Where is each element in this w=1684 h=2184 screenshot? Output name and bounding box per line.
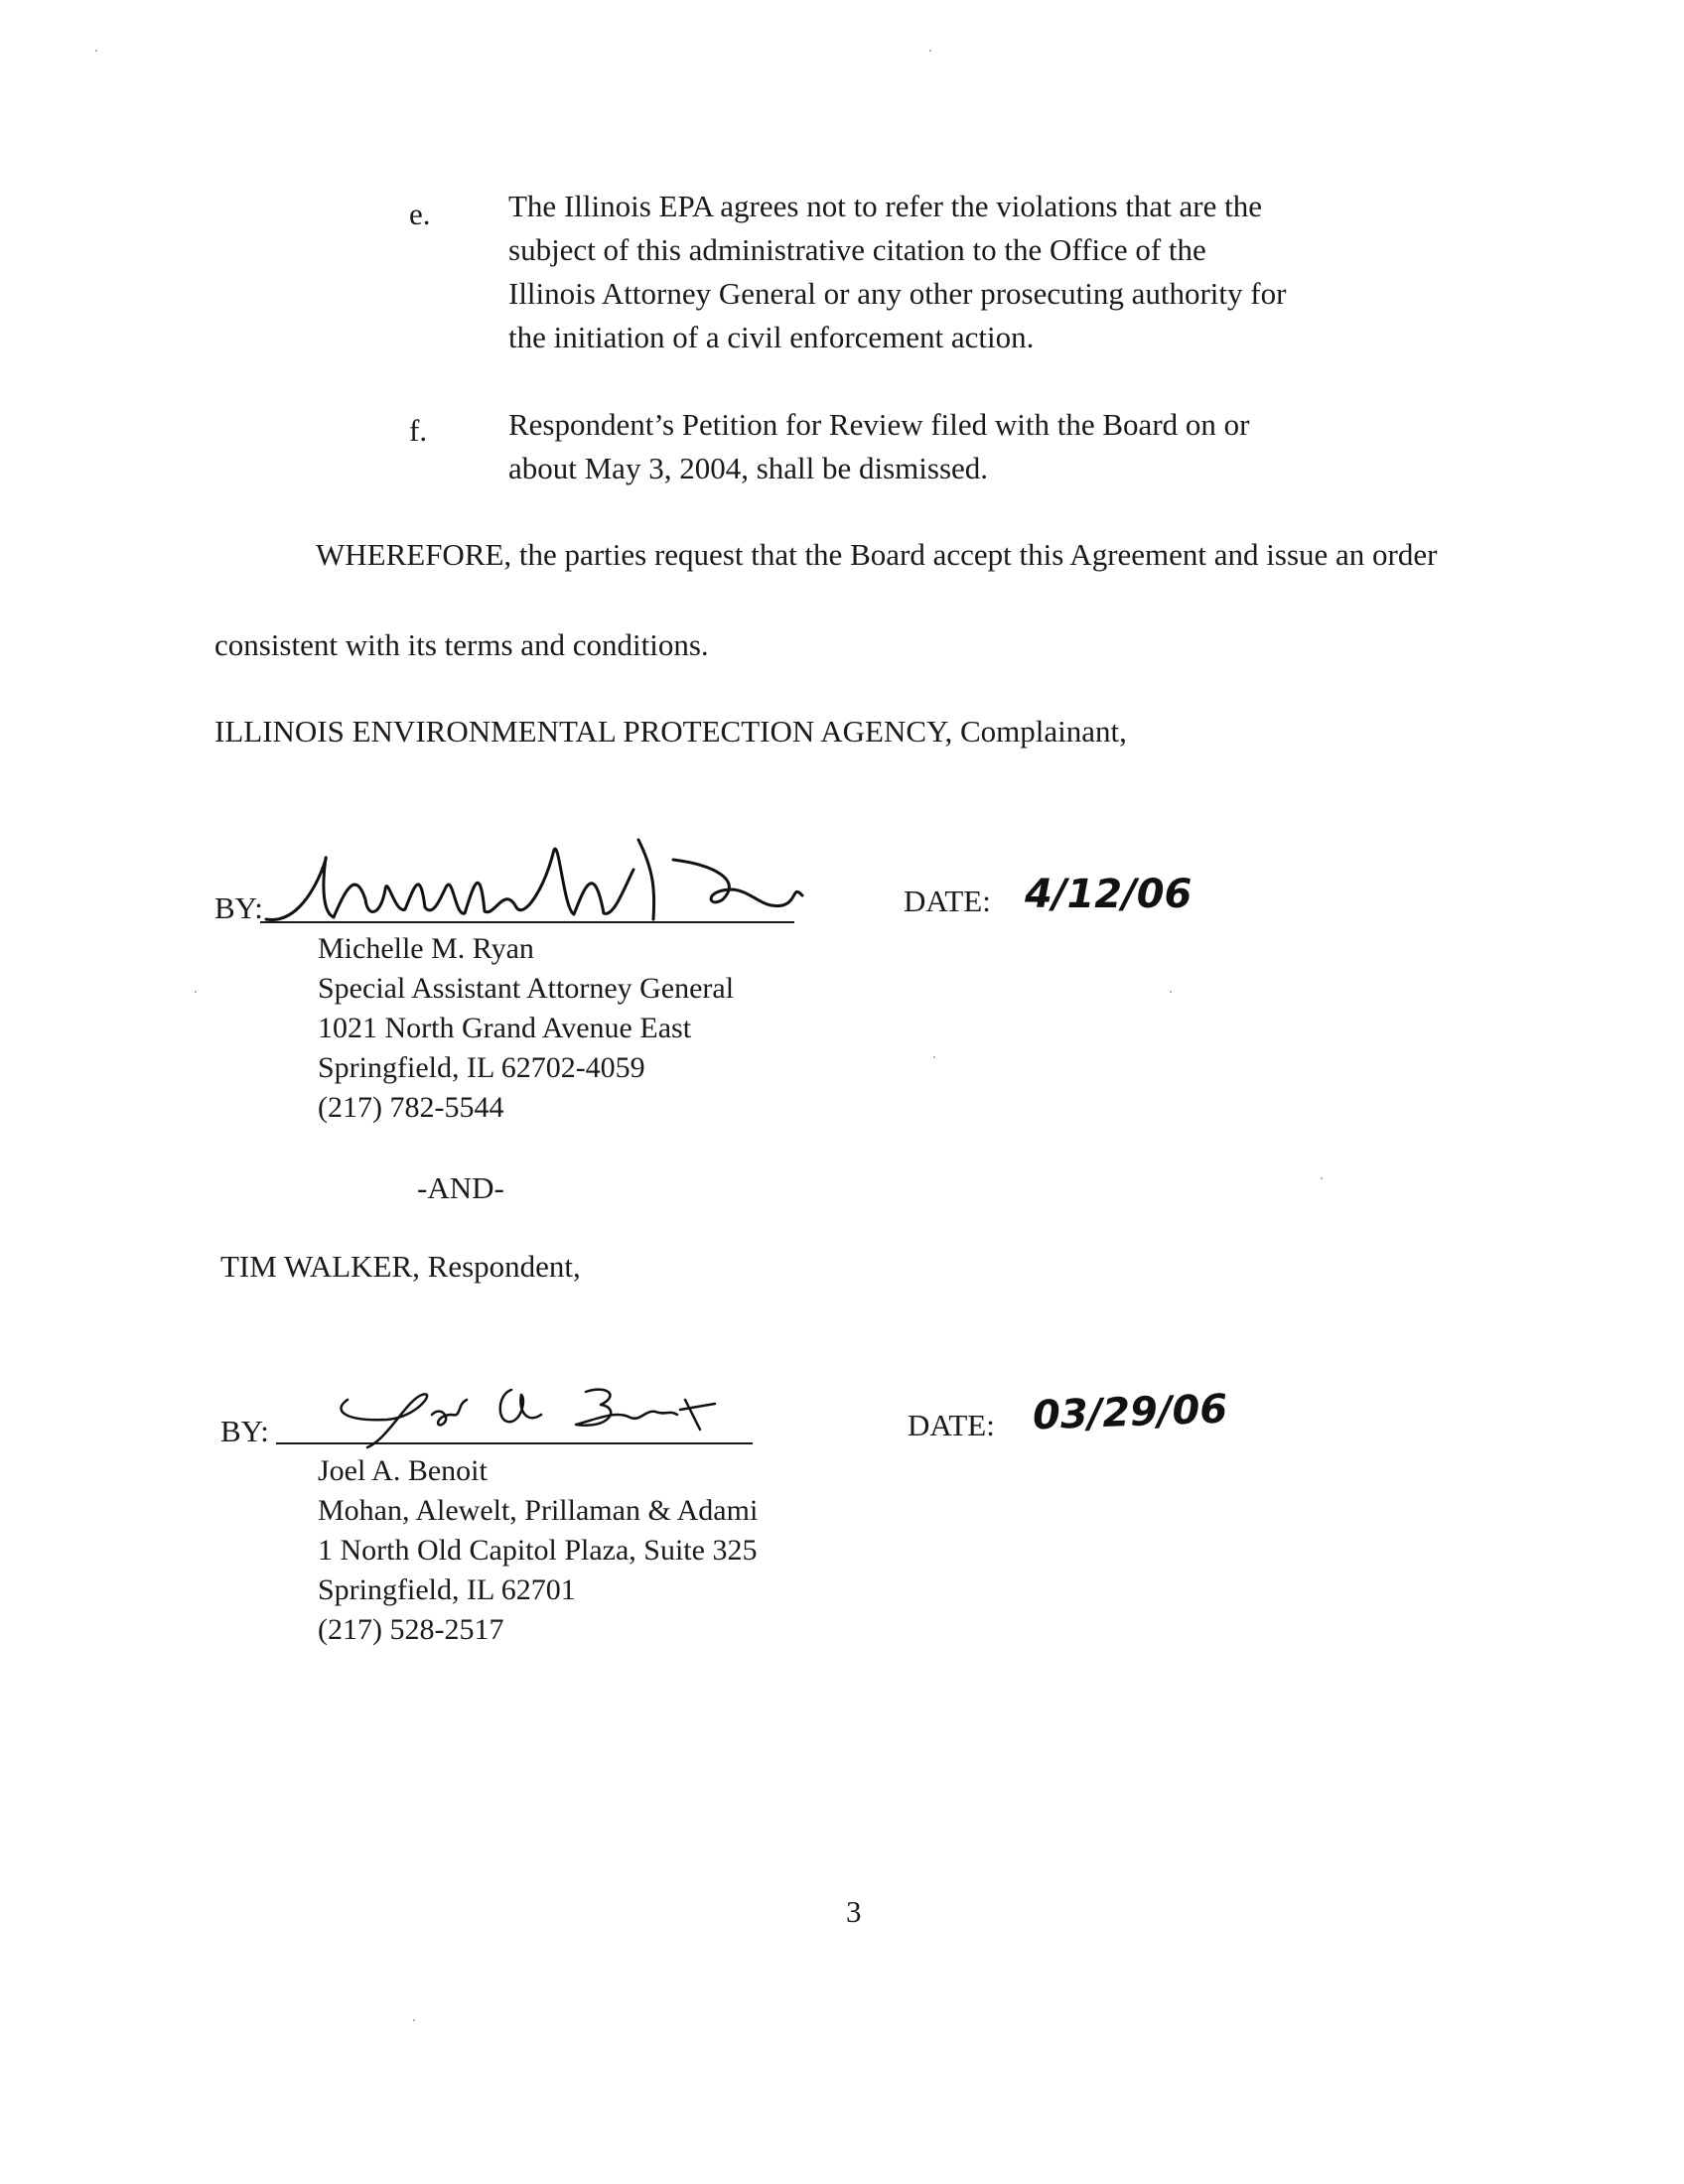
signer1-phone: (217) 782-5544: [318, 1091, 504, 1124]
signer2-phone: (217) 528-2517: [318, 1613, 504, 1646]
item-f-text: Respondent’s Petition for Review filed with the Board on or about May 3, 2004, shall be dismissed.: [508, 407, 1250, 485]
scan-speck: [933, 1056, 935, 1058]
and-separator: -AND-: [417, 1170, 504, 1205]
scan-speck: [95, 50, 97, 52]
signer2-date-label: DATE:: [908, 1408, 995, 1442]
signer2-name: Joel A. Benoit: [318, 1454, 488, 1487]
signer1-title: Special Assistant Attorney General: [318, 972, 735, 1005]
page-number: 3: [846, 1894, 862, 1929]
signer1-name: Michelle M. Ryan: [318, 932, 534, 965]
signer2-signature: [328, 1370, 745, 1449]
item-f-letter: f.: [409, 413, 428, 448]
item-e-letter: e.: [409, 197, 431, 231]
signer2-firm: Mohan, Alewelt, Prillaman & Adami: [318, 1494, 759, 1527]
signer2-address-block: [318, 1451, 758, 1650]
item-e-text: The Illinois EPA agrees not to refer the violations that are the subject of this administrative citation to the Office of the Illinois Attorney General or any other prosecuting authority for the initiation of a civil enforcement action.: [508, 189, 1287, 354]
signer1-date-value: 4/12/06: [1025, 872, 1193, 917]
wherefore-line-2: consistent with its terms and conditions.: [214, 627, 709, 662]
signer2-date-value: 03/29/06: [1032, 1386, 1228, 1439]
signer1-address-block: [318, 929, 734, 1128]
signer1-signature: [256, 830, 812, 939]
signer1-street: 1021 North Grand Avenue East: [318, 1012, 692, 1044]
scan-speck: [413, 2019, 415, 2021]
scan-speck: [1321, 1177, 1323, 1179]
signer1-city: Springfield, IL 62702-4059: [318, 1051, 645, 1084]
signer2-city: Springfield, IL 62701: [318, 1573, 576, 1606]
scan-speck: [1170, 991, 1172, 993]
wherefore-line-1: WHEREFORE, the parties request that the Board accept this Agreement and issue an order: [316, 537, 1438, 572]
signer2-street: 1 North Old Capitol Plaza, Suite 325: [318, 1534, 758, 1567]
scan-speck: [929, 50, 931, 52]
scan-speck: [195, 991, 197, 993]
signer2-by-label: BY:: [220, 1414, 269, 1448]
signer1-date-label: DATE:: [904, 884, 991, 918]
respondent-heading: TIM WALKER, Respondent,: [220, 1249, 581, 1284]
signer1-by-label: BY:: [214, 890, 263, 925]
complainant-heading: ILLINOIS ENVIRONMENTAL PROTECTION AGENCY, Complainant,: [214, 714, 1127, 749]
